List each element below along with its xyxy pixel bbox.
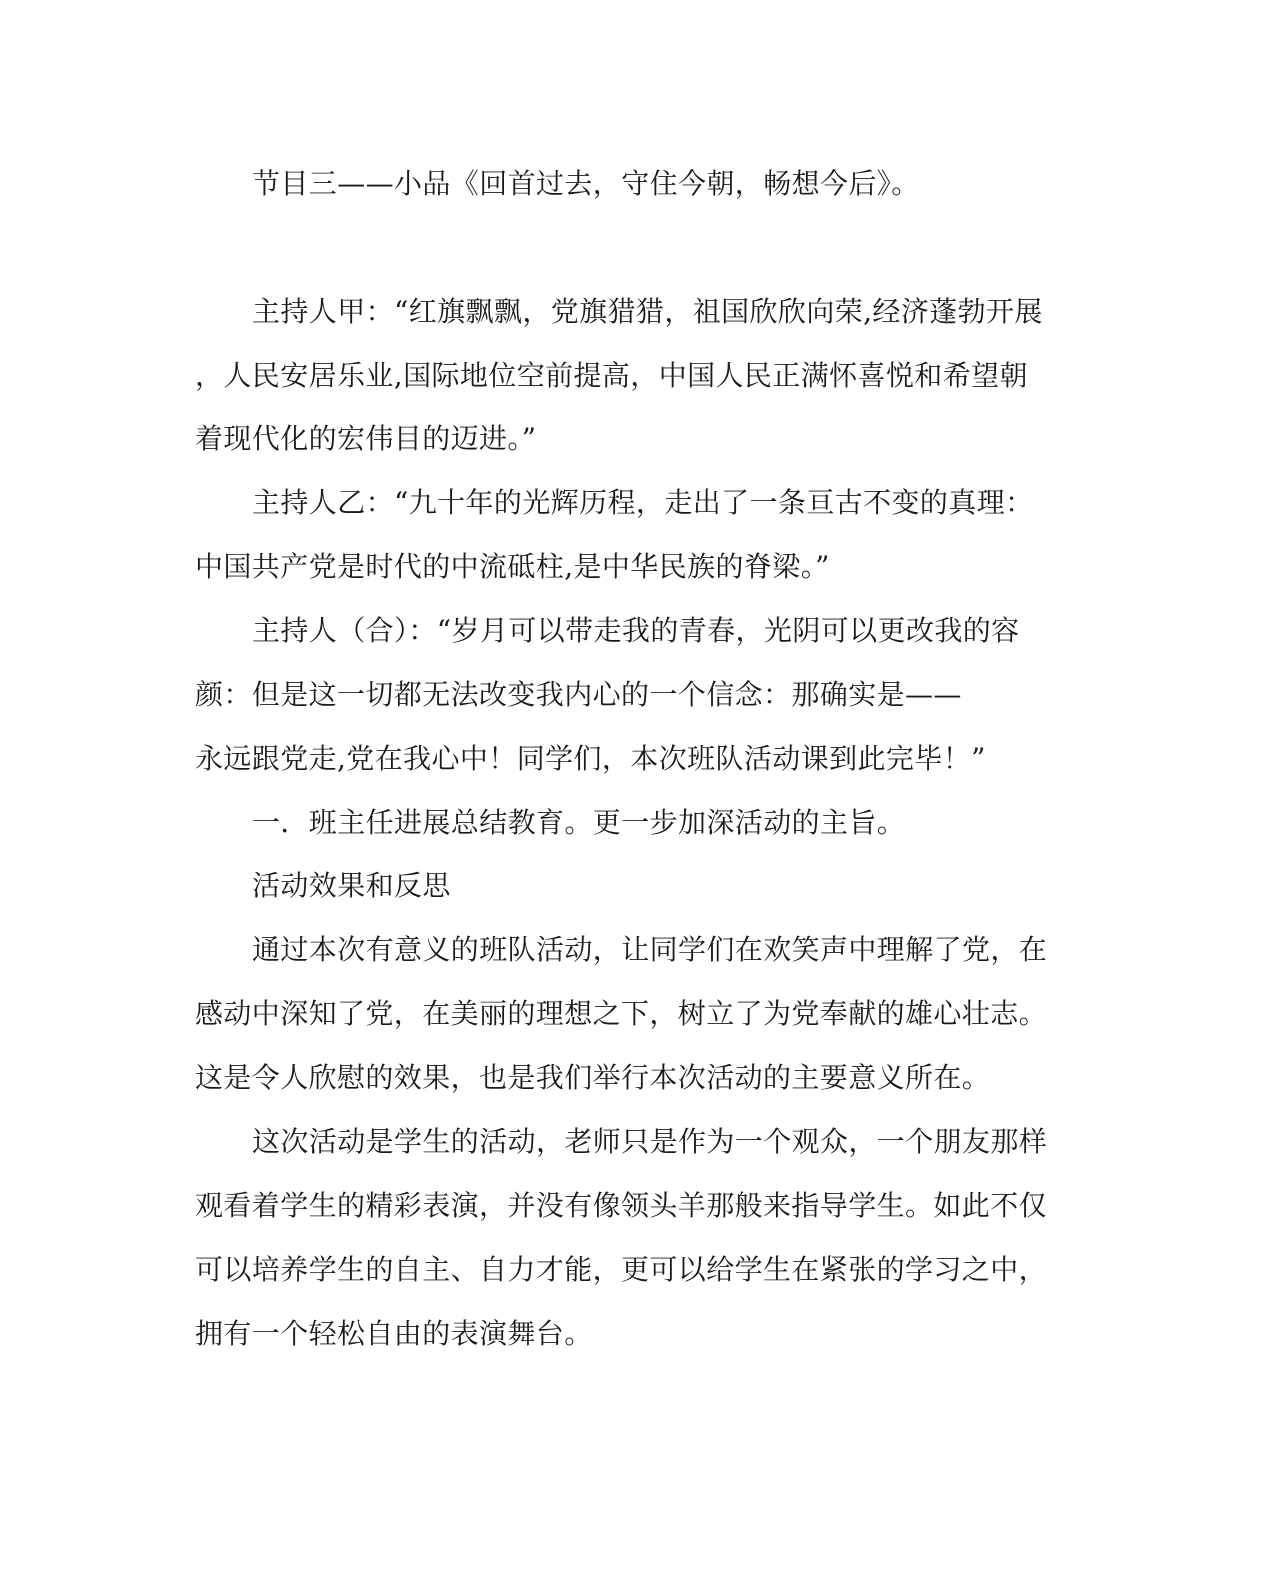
reflection-para2-line-3: 可以培养学生的自主、自力才能，更可以给学生在紧张的学习之中， — [195, 1253, 1048, 1286]
host-a-line-1: 主持人甲：“红旗飘飘，党旗猎猎，祖国欣欣向荣,经济蓬勃开展 — [252, 295, 1043, 328]
host-a-line-2: ，人民安居乐业,国际地位空前提高，中国人民正满怀喜悦和希望朝 — [195, 359, 1028, 392]
reflection-para1-line-3: 这是令人欣慰的效果，也是我们举行本次活动的主要意义所在。 — [195, 1061, 991, 1094]
hosts-together-line-1: 主持人（合）：“岁月可以带走我的青春，光阴可以更改我的容 — [252, 614, 1020, 647]
program-three-title: 节目三——小品《回首过去，守住今朝，畅想今后》。 — [252, 167, 920, 200]
summary-item: 一．班主任进展总结教育。更一步加深活动的主旨。 — [252, 806, 906, 839]
reflection-para2-line-4: 拥有一个轻松自由的表演舞台。 — [195, 1317, 593, 1350]
host-a-line-3: 着现代化的宏伟目的迈进。” — [195, 422, 537, 455]
host-b-line-1: 主持人乙：“九十年的光辉历程，走出了一条亘古不变的真理： — [252, 486, 1034, 519]
reflection-para2-line-2: 观看着学生的精彩表演，并没有像领头羊那般来指导学生。如此不仅 — [195, 1189, 1048, 1222]
hosts-together-line-2: 颜：但是这一切都无法改变我内心的一个信念：那确实是—— — [195, 678, 962, 711]
reflection-para1-line-1: 通过本次有意义的班队活动，让同学们在欢笑声中理解了党，在 — [252, 933, 1048, 966]
hosts-together-line-3: 永远跟党走,党在我心中！同学们，本次班队活动课到此完毕！” — [195, 742, 986, 775]
section-heading-reflection: 活动效果和反思 — [252, 869, 451, 902]
reflection-para2-line-1: 这次活动是学生的活动，老师只是作为一个观众，一个朋友那样 — [252, 1125, 1048, 1158]
host-b-line-2: 中国共产党是时代的中流砥柱,是中华民族的脊梁。” — [195, 550, 830, 583]
reflection-para1-line-2: 感动中深知了党，在美丽的理想之下，树立了为党奉献的雄心壮志。 — [195, 997, 1048, 1030]
